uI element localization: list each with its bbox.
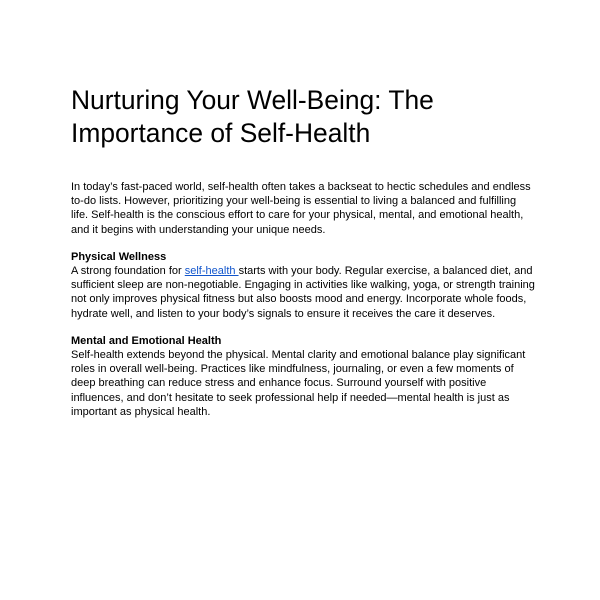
physical-wellness-section [71,250,536,321]
document-title: Nurturing Your Well-Being: The Importance of Self-Health [71,85,434,148]
mental-emotional-text: Self-health extends beyond the physical. Mental clarity and emotional balance play significant roles in overall well-being. Practices like mindfulness, journaling, or even a few moments of deep breathing can reduce stress and enhance focus. Surround yourself with positive influences, and don’t hesitate to seek professional help if needed—mental health is just as important as physical health. [71,349,526,418]
physical-wellness-text-end: starts with your body. Regular exercise, a balanced diet, and sufficient sleep are non-negotiable. Engaging in activities like walking, yoga, or strength training not only improves physical fitness but also boosts mood and energy. Incorporate whole foods, hydrate well, and listen to your body’s signals to ensure it receives the care it deserves. [71,265,535,320]
mental-emotional-section [71,334,536,419]
intro-paragraph: In today’s fast-paced world, self-health often takes a backseat to hectic schedules and endless to-do lists. However, prioritizing your well-being is essential to living a balanced and fulfilling life. Self-health is the conscious effort to care for your physical, mental, and emotional health, and it begins with understanding your unique needs. [71,181,531,236]
mental-emotional-heading: Mental and Emotional Health [71,334,222,347]
physical-wellness-heading: Physical Wellness [71,250,167,263]
physical-wellness-text-start: A strong foundation for [71,265,185,278]
self-health-link[interactable]: self-health [184,265,239,278]
